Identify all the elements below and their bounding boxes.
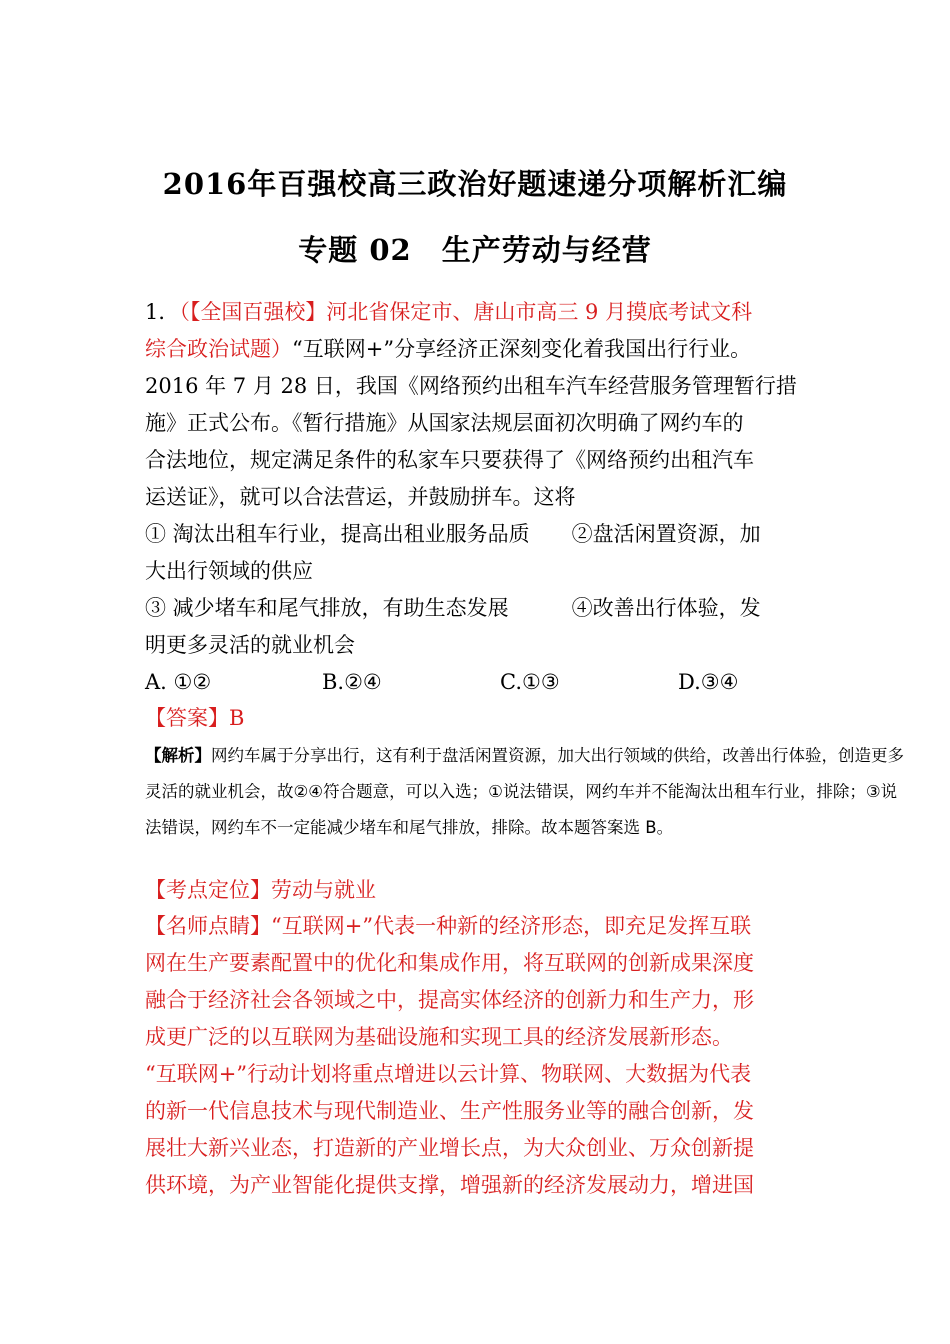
teacher-tip-label: 【名师点睛】: [145, 914, 271, 938]
analysis-line: 灵活的就业机会，故②④符合题意，可以入选；①说法错误，网约车并不能淘汰出租车行业，排除；③说: [145, 782, 898, 801]
question-stem-line: 运送证》，就可以合法营运，并鼓励拼车。这将: [145, 485, 576, 509]
topic-line: [145, 875, 376, 905]
teacher-tip-line: [145, 911, 751, 941]
question-number: 1．: [145, 300, 180, 324]
option-b: B.②④: [322, 670, 382, 694]
statement-line: 明更多灵活的就业机会: [145, 633, 355, 657]
question-stem-line: 施》正式公布。《暂行措施》从国家法规层面初次明确了网约车的: [145, 411, 744, 435]
statement-line: ③ 减少堵车和尾气排放，有助生态发展 ④改善出行体验，发: [145, 596, 761, 620]
teacher-tip-line: 融合于经济社会各领域之中，提高实体经济的创新力和生产力，形: [145, 988, 754, 1012]
teacher-tip-line: 网在生产要素配置中的优化和集成作用，将互联网的创新成果深度: [145, 951, 754, 975]
topic-value: 劳动与就业: [271, 878, 376, 902]
analysis-line: 法错误，网约车不一定能减少堵车和尾气排放，排除。故本题答案选 B。: [145, 818, 674, 837]
statement-line: ① 淘汰出租车行业，提高出租业服务品质 ②盘活闲置资源，加: [145, 522, 761, 546]
question-source-continued: 综合政治试题）: [145, 337, 292, 361]
teacher-tip-line: “互联网+”行动计划将重点增进以云计算、物联网、大数据为代表: [145, 1062, 752, 1086]
answer-line: [145, 703, 244, 733]
option-a: A. ①②: [145, 670, 212, 694]
question-second-line: [145, 334, 751, 364]
answer-label: 【答案】: [145, 706, 229, 730]
answer-value: B: [229, 706, 245, 730]
option-d: D.③④: [678, 670, 739, 694]
document-subtitle: 专题 02 生产劳动与经营: [298, 233, 652, 267]
option-c: C.①③: [500, 670, 560, 694]
topic-label: 【考点定位】: [145, 878, 271, 902]
question-source: （【全国百强校】河北省保定市、唐山市高三 9 月摸底考试文科: [179, 300, 753, 324]
analysis-line: [145, 743, 904, 769]
question-stem-line: 合法地位，规定满足条件的私家车只要获得了《网络预约出租汽车: [145, 448, 754, 472]
statement-line: 大出行领域的供应: [145, 559, 313, 583]
teacher-tip-line: 的新一代信息技术与现代制造业、生产性服务业等的融合创新，发: [145, 1099, 754, 1123]
analysis-text: 网约车属于分享出行，这有利于盘活闲置资源，加大出行领域的供给，改善出行体验，创造更多: [211, 746, 904, 765]
analysis-label: 【解析】: [145, 746, 211, 765]
question-stem-start: “互联网+”分享经济正深刻变化着我国出行行业。: [292, 337, 752, 361]
teacher-tip-text: “互联网+”代表一种新的经济形态，即充足发挥互联: [271, 914, 752, 938]
teacher-tip-line: 成更广泛的以互联网为基础设施和实现工具的经济发展新形态。: [145, 1025, 733, 1049]
question-first-line: [145, 297, 752, 327]
document-title: 2016年百强校高三政治好题速递分项解析汇编: [162, 167, 788, 201]
question-stem-line: 2016 年 7 月 28 日，我国《网络预约出租车汽车经营服务管理暂行措: [145, 374, 797, 398]
teacher-tip-line: 供环境，为产业智能化提供支撑，增强新的经济发展动力，增进国: [145, 1173, 754, 1197]
teacher-tip-line: 展壮大新兴业态，打造新的产业增长点，为大众创业、万众创新提: [145, 1136, 754, 1160]
